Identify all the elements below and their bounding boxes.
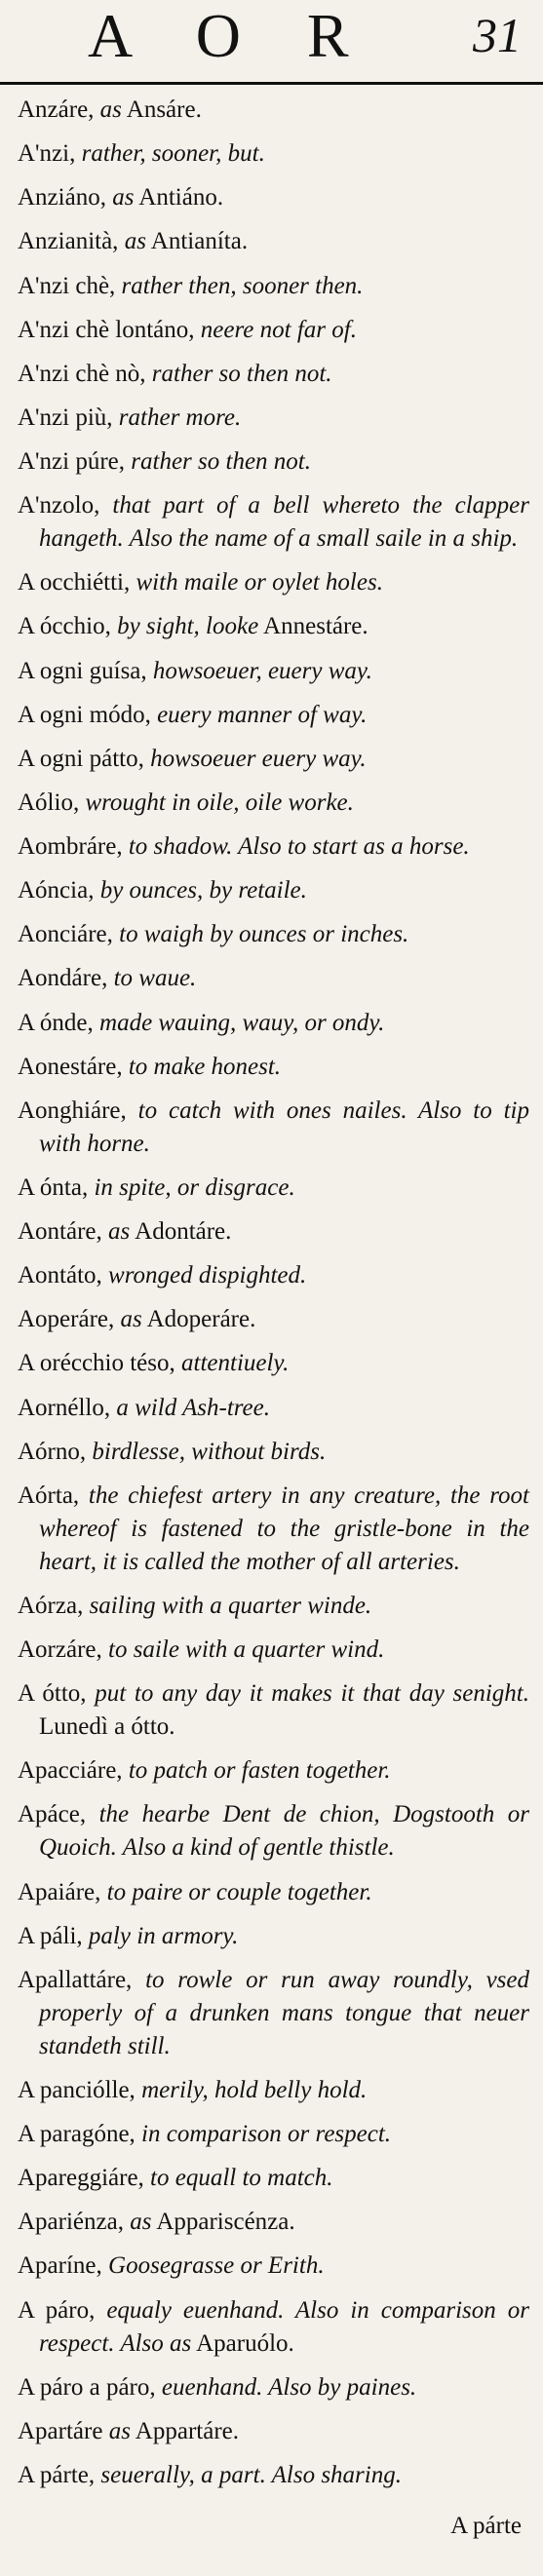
dictionary-entry	[18, 1590, 529, 1623]
entry-definition: wrought in oile, oile worke.	[85, 788, 354, 816]
catchword: A párte	[450, 2513, 522, 2539]
dictionary-entry	[18, 1303, 529, 1336]
dictionary-entry	[18, 566, 529, 599]
entry-headword: Aonciáre,	[18, 921, 113, 948]
dictionary-entry	[18, 1259, 529, 1292]
entry-definition: as	[120, 1306, 142, 1333]
entry-reference: Adoperáre.	[141, 1306, 256, 1333]
entry-headword: Aóncia,	[18, 877, 95, 904]
entry-definition: made wauing, wauy, or ondy.	[99, 1009, 385, 1036]
entry-headword: Aontáto,	[18, 1262, 102, 1289]
entry-reference: Antianíta.	[145, 228, 249, 255]
dictionary-entry	[18, 1095, 529, 1161]
dictionary-entry	[18, 358, 529, 391]
entry-definition: rather, sooner, but.	[81, 140, 265, 168]
entry-headword: Aórza,	[18, 1592, 84, 1619]
dictionary-entry	[18, 1754, 529, 1788]
dictionary-entry	[18, 445, 529, 479]
entry-definition: neere not far of.	[200, 316, 357, 343]
entry-headword: Aórno,	[18, 1438, 87, 1465]
dictionary-entry	[18, 610, 529, 643]
entry-definition: birdlesse, without birds.	[92, 1438, 327, 1465]
dictionary-entry	[18, 270, 529, 303]
entry-definition: the chiefest artery in any creature, the root whereof is fastened to the gristle-bone in the heart, it is called the mother of all arteries.	[39, 1481, 530, 1575]
entry-headword: A ogni módo,	[18, 701, 151, 728]
dictionary-entry	[18, 655, 529, 688]
dictionary-entry	[18, 2371, 529, 2404]
dictionary-entry	[18, 1347, 529, 1380]
entry-headword: Apariénza,	[18, 2209, 124, 2236]
entry-headword: Aorzáre,	[18, 1636, 102, 1663]
entry-headword: Anzianità,	[18, 228, 119, 255]
dictionary-entry	[18, 2415, 529, 2448]
dictionary-entry	[18, 830, 529, 864]
entry-headword: A páro,	[18, 2296, 96, 2324]
entry-reference: Adontáre.	[130, 1218, 232, 1245]
entry-headword: Anziáno,	[18, 184, 106, 211]
entry-headword: A páli,	[18, 1922, 83, 1949]
entry-headword: Apaiáre,	[18, 1878, 101, 1905]
dictionary-entry	[18, 2249, 529, 2283]
page-number: 31	[473, 8, 522, 62]
dictionary-entry	[18, 874, 529, 907]
dictionary-entry	[18, 918, 529, 951]
dictionary-entry	[18, 743, 529, 776]
dictionary-entry	[18, 2459, 529, 2492]
dictionary-entry	[18, 1051, 529, 1084]
entry-definition: rather so then not.	[131, 448, 311, 475]
entry-headword: A ogni guísa,	[18, 657, 147, 684]
entry-headword: Anzáre,	[18, 96, 95, 123]
dictionary-entry	[18, 1677, 529, 1744]
entry-definition: by sight, looke	[117, 613, 259, 640]
entry-column	[0, 94, 543, 2492]
entry-headword: Aólio,	[18, 788, 80, 816]
entry-definition: to make honest.	[128, 1053, 282, 1080]
dictionary-entry	[18, 1876, 529, 1909]
entry-definition: as	[108, 2417, 131, 2444]
entry-reference: Lunedì a ótto.	[39, 1713, 175, 1741]
dictionary-entry	[18, 1007, 529, 1040]
dictionary-entry	[18, 1172, 529, 1205]
entry-headword: A orécchio téso,	[18, 1350, 175, 1377]
running-head: A O R	[88, 1, 374, 70]
entry-definition: as	[124, 228, 146, 255]
entry-headword: Aoperáre,	[18, 1306, 115, 1333]
entry-headword: A occhiétti,	[18, 569, 131, 596]
entry-definition: euery manner of way.	[157, 701, 368, 728]
entry-definition: wronged dispighted.	[108, 1262, 307, 1289]
entry-list	[0, 94, 543, 2492]
entry-definition: Goosegrasse or Erith.	[108, 2252, 325, 2280]
entry-headword: A panciólle,	[18, 2076, 136, 2103]
entry-headword: Aparíne,	[18, 2252, 102, 2280]
entry-headword: A'nzi chè,	[18, 272, 116, 299]
header-rule	[0, 82, 543, 85]
entry-headword: A'nzi chè lontáno,	[18, 316, 195, 343]
dictionary-entry	[18, 699, 529, 732]
entry-definition: to waigh by ounces or inches.	[119, 921, 409, 948]
entry-headword: A ónde,	[18, 1009, 94, 1036]
dictionary-entry	[18, 962, 529, 995]
entry-definition: to catch with ones nailes. Also to tip with horne.	[39, 1096, 530, 1157]
entry-definition: that part of a bell whereto the clapper hangeth. Also the name of a small saile in a ship.	[39, 492, 529, 553]
dictionary-entry	[18, 2206, 529, 2239]
entry-headword: Aondáre,	[18, 965, 108, 992]
dictionary-entry	[18, 1920, 529, 1953]
entry-headword: Aonghiáre,	[18, 1096, 127, 1124]
dictionary-entry	[18, 787, 529, 820]
entry-definition: by ounces, by retaile.	[99, 877, 307, 904]
entry-headword: Apallattáre,	[18, 1966, 133, 1993]
entry-headword: A párte,	[18, 2461, 96, 2488]
entry-reference: Appariscénza.	[151, 2209, 295, 2236]
entry-definition: as	[112, 184, 135, 211]
entry-headword: A ócchio,	[18, 613, 111, 640]
dictionary-entry	[18, 225, 529, 258]
entry-reference: Ansáre.	[121, 96, 202, 123]
entry-definition: with maile or oylet holes.	[136, 569, 383, 596]
entry-reference: Annestáre.	[258, 613, 368, 640]
entry-definition: the hearbe Dent de chion, Dogstooth or Quoich. Also a kind of gentle thistle.	[39, 1801, 530, 1862]
entry-headword: Aombráre,	[18, 833, 123, 860]
entry-headword: Aontáre,	[18, 1218, 102, 1245]
entry-definition: rather more.	[118, 404, 242, 431]
entry-definition: paly in armory.	[88, 1922, 239, 1949]
dictionary-entry	[18, 137, 529, 171]
entry-definition: to shadow. Also to start as a horse.	[128, 833, 470, 860]
entry-definition: rather so then not.	[151, 360, 332, 387]
dictionary-entry	[18, 1392, 529, 1425]
dictionary-entry	[18, 2162, 529, 2195]
entry-headword: A ótto,	[18, 1680, 87, 1708]
entry-definition: seuerally, a part. Also sharing.	[100, 2461, 402, 2488]
entry-definition: euenhand. Also by paines.	[161, 2373, 417, 2401]
entry-headword: Aonestáre,	[18, 1053, 123, 1080]
entry-definition: put to any day it makes it that day senight.	[95, 1680, 529, 1708]
dictionary-entry	[18, 181, 529, 214]
entry-definition: in spite, or disgrace.	[94, 1173, 295, 1201]
entry-definition: as	[130, 2209, 152, 2236]
entry-headword: A'nzi chè nò,	[18, 360, 146, 387]
dictionary-entry	[18, 1964, 529, 2063]
entry-definition: howsoeuer, euery way.	[152, 657, 372, 684]
entry-headword: A páro a páro,	[18, 2373, 156, 2401]
entry-definition: to paire or couple together.	[106, 1878, 372, 1905]
dictionary-entry	[18, 314, 529, 347]
dictionary-entry	[18, 1436, 529, 1469]
dictionary-entry	[18, 1798, 529, 1865]
entry-definition: merily, hold belly hold.	[141, 2076, 368, 2103]
entry-headword: A ogni pátto,	[18, 745, 144, 772]
entry-headword: Apareggiáre,	[18, 2165, 144, 2192]
entry-definition: a wild Ash-tree.	[116, 1394, 271, 1421]
dictionary-entry	[18, 1634, 529, 1667]
entry-definition: rather then, sooner then.	[121, 272, 364, 299]
entry-definition: to equall to match.	[150, 2165, 333, 2192]
entry-definition: as	[99, 96, 122, 123]
entry-reference: Appartáre.	[130, 2417, 239, 2444]
dictionary-entry	[18, 402, 529, 435]
entry-reference: Antiáno.	[134, 184, 224, 211]
entry-definition: to patch or fasten together.	[128, 1757, 391, 1785]
dictionary-entry	[18, 1480, 529, 1579]
dictionary-entry	[18, 2294, 529, 2361]
entry-definition: howsoeuer euery way.	[150, 745, 367, 772]
entry-definition: sailing with a quarter winde.	[89, 1592, 372, 1619]
entry-definition: to rowle or run away roundly, vsed properly of a drunken mans tongue that neuer standeth still.	[39, 1966, 529, 2059]
entry-headword: A ónta,	[18, 1173, 89, 1201]
entry-definition: in comparison or respect.	[141, 2121, 392, 2147]
entry-headword: Apáce,	[18, 1801, 87, 1828]
entry-definition: to saile with a quarter wind.	[108, 1636, 385, 1663]
entry-headword: A'nzolo,	[18, 492, 100, 519]
page-header	[0, 0, 543, 82]
entry-headword: A paragóne,	[18, 2121, 136, 2147]
dictionary-entry	[18, 1215, 529, 1249]
entry-headword: Aornéllo,	[18, 1394, 111, 1421]
entry-reference: Aparuólo.	[191, 2329, 294, 2357]
entry-headword: A'nzi più,	[18, 404, 113, 431]
entry-headword: Aórta,	[18, 1481, 80, 1509]
dictionary-entry	[18, 2118, 529, 2151]
entry-headword: A'nzi púre,	[18, 448, 126, 475]
entry-definition: attentiuely.	[181, 1350, 290, 1377]
dictionary-entry	[18, 94, 529, 127]
entry-definition: to waue.	[113, 965, 197, 992]
entry-definition: as	[108, 1218, 131, 1245]
dictionary-entry	[18, 489, 529, 556]
entry-headword: A'nzi,	[18, 140, 76, 168]
entry-definition: equaly euenhand. Also in comparison or respect. Also as	[39, 2296, 529, 2357]
entry-headword: Apartáre	[18, 2417, 103, 2444]
entry-headword: Apacciáre,	[18, 1757, 123, 1785]
dictionary-entry	[18, 2074, 529, 2107]
